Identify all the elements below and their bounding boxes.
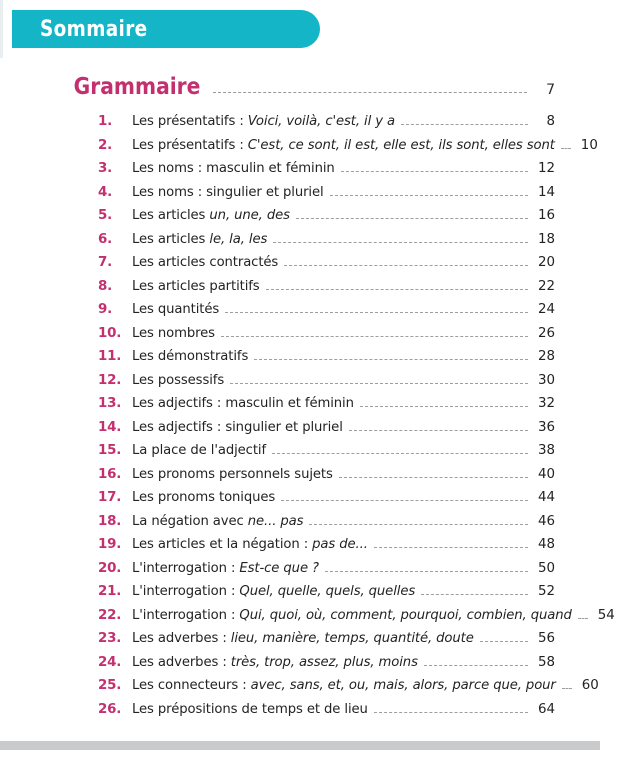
toc-entry-label-roman: L'interrogation : xyxy=(132,607,240,623)
toc-entry-label xyxy=(132,584,415,599)
toc-entry-number: 11. xyxy=(98,349,122,364)
toc-entry-leader-dots xyxy=(339,476,528,478)
toc-entry-leader-dots xyxy=(480,640,528,642)
toc-entry-label xyxy=(132,678,556,693)
toc-entry[interactable] xyxy=(65,631,555,655)
toc-entry-label xyxy=(132,373,224,388)
toc-entry[interactable] xyxy=(65,702,555,726)
toc-entry-leader-dots xyxy=(562,687,572,689)
toc-entry-page-number: 26 xyxy=(537,325,555,341)
toc-entry-leader-dots xyxy=(424,664,528,666)
toc-entry-label-roman: Les adverbes : xyxy=(132,654,231,670)
toc-entry-page-number: 54 xyxy=(597,607,615,623)
toc-entry-leader-dots xyxy=(325,570,528,572)
toc-entry-label xyxy=(132,114,395,129)
toc-entry-label-italic: le, la, les xyxy=(209,231,268,247)
toc-entry[interactable] xyxy=(65,279,555,303)
toc-entry-number: 1. xyxy=(98,114,113,129)
toc-entry-number: 7. xyxy=(98,255,113,270)
toc-entry[interactable] xyxy=(65,607,615,632)
toc-entry-label-roman: Les pronoms personnels sujets xyxy=(132,466,333,482)
toc-entry-label xyxy=(132,302,219,317)
toc-entry-page-number: 60 xyxy=(581,678,599,693)
page-left-edge-strip xyxy=(0,0,3,58)
toc-entry-label xyxy=(132,561,319,576)
toc-entry-label-roman: L'interrogation : xyxy=(132,584,240,599)
toc-entry-number: 4. xyxy=(98,184,113,200)
toc-entry-leader-dots xyxy=(273,241,528,243)
toc-entry[interactable] xyxy=(65,255,555,279)
toc-entry-leader-dots xyxy=(281,499,528,501)
toc-entry-leader-dots xyxy=(401,123,528,125)
toc-entry-number: 21. xyxy=(98,584,122,599)
toc-entry-leader-dots xyxy=(225,311,528,313)
toc-entry-label xyxy=(132,279,260,294)
toc-entry-number: 19. xyxy=(98,537,122,552)
toc-entry-page-number: 8 xyxy=(546,114,555,129)
toc-entry-page-number: 16 xyxy=(537,208,555,223)
toc-entry-page-number: 30 xyxy=(537,372,555,388)
toc-entry-label-roman: Les articles xyxy=(132,231,210,247)
toc-entry-number: 25. xyxy=(98,678,122,693)
toc-entry[interactable] xyxy=(65,137,598,162)
toc-entry-label-italic: lieu, manière, temps, quantité, doute xyxy=(230,631,474,646)
toc-entry-label xyxy=(132,443,266,458)
toc-entry-label xyxy=(132,232,267,247)
toc-entry-label-roman: L'interrogation : xyxy=(132,560,240,576)
toc-entry[interactable] xyxy=(65,561,555,585)
toc-entry-page-number: 24 xyxy=(537,302,555,317)
toc-entry-leader-dots xyxy=(284,264,528,266)
toc-entry[interactable] xyxy=(65,114,555,138)
toc-entry-label xyxy=(132,420,343,435)
toc-entry-page-number: 36 xyxy=(537,419,555,435)
toc-entry-leader-dots xyxy=(309,523,528,525)
toc-entry-label xyxy=(132,537,368,552)
toc-entry-label xyxy=(132,138,555,153)
toc-entry-label-roman: Les articles et la négation : xyxy=(132,537,313,552)
toc-entry-page-number: 48 xyxy=(537,537,555,552)
toc-entry-page-number: 38 xyxy=(537,443,555,458)
section-page-number: 7 xyxy=(546,82,555,98)
toc-entry[interactable] xyxy=(65,326,555,350)
toc-entry-number: 24. xyxy=(98,654,122,670)
toc-entry-label-roman: La négation avec xyxy=(132,513,248,529)
toc-entry-label xyxy=(132,326,215,341)
toc-entry[interactable] xyxy=(65,584,555,608)
toc-entry-label xyxy=(132,255,278,270)
toc-entry-label xyxy=(132,467,333,482)
toc-entry-label-roman: Les adverbes : xyxy=(132,631,231,646)
toc-entry-leader-dots xyxy=(341,170,528,172)
toc-entry-page-number: 14 xyxy=(537,184,555,200)
toc-entry-list xyxy=(65,114,615,725)
toc-entry-number: 23. xyxy=(98,631,122,646)
toc-entry-leader-dots xyxy=(330,194,528,196)
toc-entry-page-number: 18 xyxy=(537,231,555,247)
toc-entry-label-roman: Les adjectifs : singulier et pluriel xyxy=(132,419,343,435)
toc-entry-number: 15. xyxy=(98,443,122,458)
toc-entry-leader-dots xyxy=(374,546,528,548)
toc-entry-label-roman: Les articles partitifs xyxy=(132,278,260,294)
toc-entry-label-roman: Les noms : singulier et pluriel xyxy=(132,184,324,200)
toc-entry-label xyxy=(132,514,303,529)
toc-entry-leader-dots xyxy=(561,147,571,149)
toc-entry-leader-dots xyxy=(296,217,528,219)
page-bottom-band xyxy=(0,741,600,750)
toc-entry-number: 22. xyxy=(98,607,122,623)
toc-entry[interactable] xyxy=(65,655,555,679)
toc-entry-label-roman: Les présentatifs : xyxy=(132,114,248,129)
toc-entry-label-roman: Les pronoms toniques xyxy=(132,490,276,505)
toc-entry-page-number: 28 xyxy=(537,349,555,364)
toc-entry-number: 13. xyxy=(98,396,122,411)
toc-entry-leader-dots xyxy=(578,617,588,619)
toc-entry-leader-dots xyxy=(421,593,528,595)
section-title-grammaire: Grammaire xyxy=(73,74,201,100)
toc-entry-label-italic: Est-ce que ? xyxy=(239,560,319,576)
toc-entry-label-italic: Voici, voilà, c'est, il y a xyxy=(247,114,396,129)
toc-entry-label-roman: Les prépositions de temps et de lieu xyxy=(132,701,368,717)
toc-entry-number: 5. xyxy=(98,208,113,223)
toc-entry-label-italic: très, trop, assez, plus, moins xyxy=(230,654,418,670)
toc-entry[interactable] xyxy=(65,443,555,467)
toc-entry-number: 26. xyxy=(98,701,122,717)
table-of-contents xyxy=(65,74,615,725)
toc-entry-number: 10. xyxy=(98,325,122,341)
toc-entry[interactable] xyxy=(65,232,555,256)
toc-entry-page-number: 64 xyxy=(537,701,555,717)
section-heading-row[interactable] xyxy=(65,74,555,106)
sommaire-header-banner xyxy=(12,10,320,48)
toc-entry-number: 3. xyxy=(98,161,113,176)
toc-entry-label xyxy=(132,702,368,717)
toc-entry[interactable] xyxy=(65,396,555,420)
toc-entry-leader-dots xyxy=(266,288,528,290)
toc-entry-label xyxy=(132,208,290,223)
toc-entry-page-number: 32 xyxy=(537,396,555,411)
toc-entry[interactable] xyxy=(65,678,599,702)
toc-entry[interactable] xyxy=(65,349,555,373)
toc-entry-label xyxy=(132,631,474,646)
toc-entry-page-number: 40 xyxy=(537,466,555,482)
toc-entry-leader-dots xyxy=(349,429,528,431)
toc-entry-page-number: 52 xyxy=(537,584,555,599)
toc-entry-label-roman: Les nombres xyxy=(132,325,215,341)
toc-entry-page-number: 46 xyxy=(537,513,555,529)
toc-entry-number: 14. xyxy=(98,419,122,435)
page-title: Sommaire xyxy=(40,16,148,42)
toc-entry-page-number: 56 xyxy=(537,631,555,646)
toc-entry[interactable] xyxy=(65,373,555,397)
toc-entry[interactable] xyxy=(65,514,555,538)
toc-entry-label-italic: C'est, ce sont, il est, elle est, ils sont, elles sont xyxy=(247,137,555,153)
toc-entry-label xyxy=(132,490,275,505)
toc-entry-page-number: 50 xyxy=(537,560,555,576)
toc-entry-label xyxy=(132,608,572,623)
toc-entry-label-roman: Les démonstratifs xyxy=(132,349,249,364)
toc-entry-label xyxy=(132,655,418,670)
toc-entry-label-roman: Les quantités xyxy=(132,302,220,317)
toc-entry-label xyxy=(132,161,335,176)
toc-entry-label-italic: ne... pas xyxy=(247,513,304,529)
toc-entry-leader-dots xyxy=(221,335,528,337)
toc-entry-label-italic: Qui, quoi, où, comment, pourquoi, combien, quand xyxy=(239,607,572,623)
toc-entry-label-roman: Les possessifs xyxy=(132,372,225,388)
section-leader-dots xyxy=(213,91,527,93)
toc-entry-leader-dots xyxy=(272,452,528,454)
toc-entry[interactable] xyxy=(65,185,555,209)
toc-entry-number: 9. xyxy=(98,302,113,317)
toc-entry-label-italic: Quel, quelle, quels, quelles xyxy=(239,584,416,599)
toc-entry-number: 18. xyxy=(98,513,122,529)
toc-entry-number: 16. xyxy=(98,466,122,482)
toc-entry-label-roman: Les articles xyxy=(132,208,210,223)
toc-entry-page-number: 58 xyxy=(537,654,555,670)
toc-entry-number: 2. xyxy=(98,137,113,153)
toc-entry-label xyxy=(132,396,354,411)
toc-entry-number: 12. xyxy=(98,372,122,388)
toc-entry[interactable] xyxy=(65,490,555,514)
toc-entry-label-roman: Les noms : masculin et féminin xyxy=(132,161,335,176)
toc-entry[interactable] xyxy=(65,208,555,232)
toc-entry-number: 6. xyxy=(98,231,113,247)
toc-entry-leader-dots xyxy=(360,405,528,407)
toc-entry-label-roman: Les présentatifs : xyxy=(132,137,248,153)
toc-entry-label-roman: Les articles contractés xyxy=(132,255,279,270)
toc-entry-page-number: 22 xyxy=(537,278,555,294)
toc-entry-leader-dots xyxy=(254,358,528,360)
toc-entry[interactable] xyxy=(65,161,555,185)
toc-entry-leader-dots xyxy=(230,382,528,384)
toc-entry-leader-dots xyxy=(374,711,528,713)
toc-entry[interactable] xyxy=(65,302,555,326)
toc-entry[interactable] xyxy=(65,420,555,444)
toc-entry-page-number: 10 xyxy=(580,137,598,153)
toc-entry-page-number: 20 xyxy=(537,255,555,270)
toc-entry-label-roman: La place de l'adjectif xyxy=(132,443,267,458)
toc-entry[interactable] xyxy=(65,467,555,491)
toc-entry-label-italic: un, une, des xyxy=(209,208,290,223)
toc-entry-page-number: 12 xyxy=(537,161,555,176)
toc-entry-number: 8. xyxy=(98,278,113,294)
toc-entry-label-roman: Les connecteurs : xyxy=(132,678,251,693)
toc-entry-number: 20. xyxy=(98,560,122,576)
toc-entry-label-italic: avec, sans, et, ou, mais, alors, parce que, pour xyxy=(250,678,556,693)
toc-entry[interactable] xyxy=(65,537,555,561)
toc-entry-number: 17. xyxy=(98,490,122,505)
toc-entry-label xyxy=(132,185,324,200)
toc-entry-page-number: 44 xyxy=(537,490,555,505)
toc-entry-label-roman: Les adjectifs : masculin et féminin xyxy=(132,396,354,411)
toc-entry-label-italic: pas de... xyxy=(312,537,368,552)
toc-entry-label xyxy=(132,349,248,364)
